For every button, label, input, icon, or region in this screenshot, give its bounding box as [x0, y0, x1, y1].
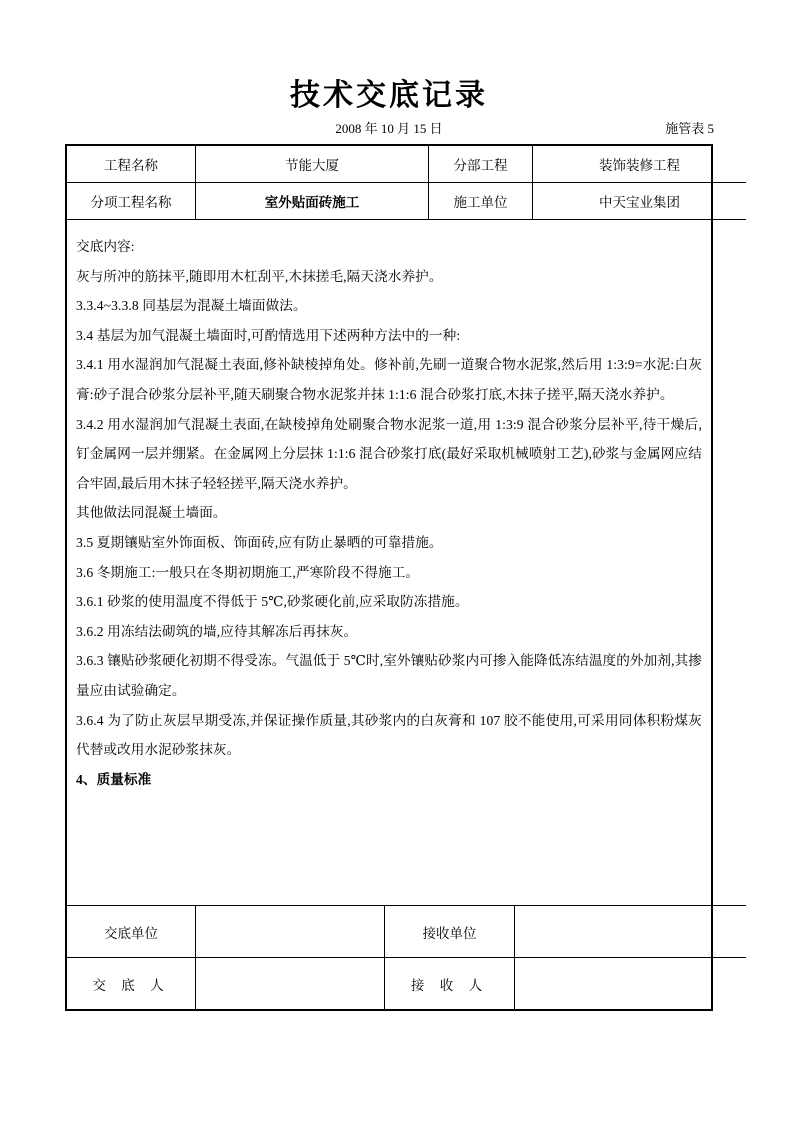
label-division-work: 分部工程 — [429, 146, 533, 183]
value-division-work: 装饰装修工程 — [533, 146, 747, 183]
label-construction-unit: 施工单位 — [429, 183, 533, 220]
label-receiving-unit: 接收单位 — [385, 906, 515, 958]
content-paragraph: 3.6 冬期施工:一般只在冬期初期施工,严寒阶段不得施工。 — [76, 564, 420, 580]
table-row — [67, 958, 746, 1010]
table-row — [67, 183, 746, 220]
document-date: 2008 年 10 月 15 日 — [335, 121, 443, 136]
content-paragraph: 3.4.2 用水湿润加气混凝土表面,在缺棱掉角处刷聚合物水泥浆一道,用 1:3:9 混合砂浆分层补平,待干燥后,钉金属网一层并绷紧。在金属网上分层抹 1:1:6 混合砂浆打底(最好采取机械喷射工艺),砂浆与金属网应结合牢固,最后用木抹子轻轻搓平,隔天浇水养护。 — [76, 416, 702, 491]
value-project-name: 节能大厦 — [196, 146, 429, 183]
content-paragraph: 3.4 基层为加气混凝土墙面时,可酌情选用下述两种方法中的一种: — [76, 327, 461, 343]
label-issuing-unit: 交底单位 — [67, 906, 196, 958]
form-number: 施管表 5 — [665, 121, 714, 136]
disclosure-content-area — [67, 226, 711, 899]
page-title: 技术交底记录 — [290, 79, 488, 112]
value-subitem-name: 室外贴面砖施工 — [196, 183, 429, 220]
field-issuing-unit[interactable] — [196, 906, 385, 958]
project-info-table — [67, 146, 746, 220]
content-paragraph: 3.6.4 为了防止灰层早期受冻,并保证操作质量,其砂浆内的白灰膏和 107 胶不能使用,可采用同体积粉煤灰代替或改用水泥砂浆抹灰。 — [76, 712, 702, 758]
signature-table — [67, 905, 746, 1009]
label-subitem-name: 分项工程名称 — [67, 183, 196, 220]
content-paragraph: 3.4.1 用水湿润加气混凝土表面,修补缺棱掉角处。修补前,先刷一道聚合物水泥浆,然后用 1:3:9=水泥:白灰膏:砂子混合砂浆分层补平,随天刷聚合物水泥浆并抹 1:1:6 混合砂浆打底,木抹子搓平,隔天浇水养护。 — [76, 357, 702, 402]
field-issuing-person[interactable] — [196, 958, 385, 1010]
content-paragraph: 3.6.1 砂浆的使用温度不得低于 5℃,砂浆硬化前,应采取防冻措施。 — [76, 594, 469, 610]
table-row — [67, 906, 746, 958]
title-block — [65, 78, 713, 140]
subtitle-row — [65, 120, 713, 140]
content-paragraph: 3.6.3 镶贴砂浆硬化初期不得受冻。气温低于 5℃时,室外镶贴砂浆内可掺入能降低冻结温度的外加剂,其掺量应由试验确定。 — [76, 653, 702, 698]
label-issuing-person: 交 底 人 — [67, 958, 196, 1010]
label-project-name: 工程名称 — [67, 146, 196, 183]
content-paragraph: 灰与所冲的筋抹平,随即用木杠刮平,木抹搓毛,隔天浇水养护。 — [76, 268, 443, 284]
content-paragraph: 其他做法同混凝土墙面。 — [76, 505, 227, 521]
label-receiving-person: 接 收 人 — [385, 958, 515, 1010]
content-paragraph: 3.3.4~3.3.8 同基层为混凝土墙面做法。 — [76, 298, 307, 314]
content-paragraph: 3.5 夏期镶贴室外饰面板、饰面砖,应有防止暴晒的可靠措施。 — [76, 534, 443, 550]
section-heading-quality-standard: 4、质量标准 — [76, 771, 152, 787]
field-receiving-unit[interactable] — [515, 906, 747, 958]
value-construction-unit: 中天宝业集团 — [533, 183, 747, 220]
signature-section — [67, 905, 711, 1009]
content-paragraph: 3.6.2 用冻结法砌筑的墙,应待其解冻后再抹灰。 — [76, 623, 358, 639]
document-frame — [65, 144, 713, 1011]
content-heading: 交底内容: — [76, 239, 135, 254]
table-row — [67, 146, 746, 183]
field-receiving-person[interactable] — [515, 958, 747, 1010]
